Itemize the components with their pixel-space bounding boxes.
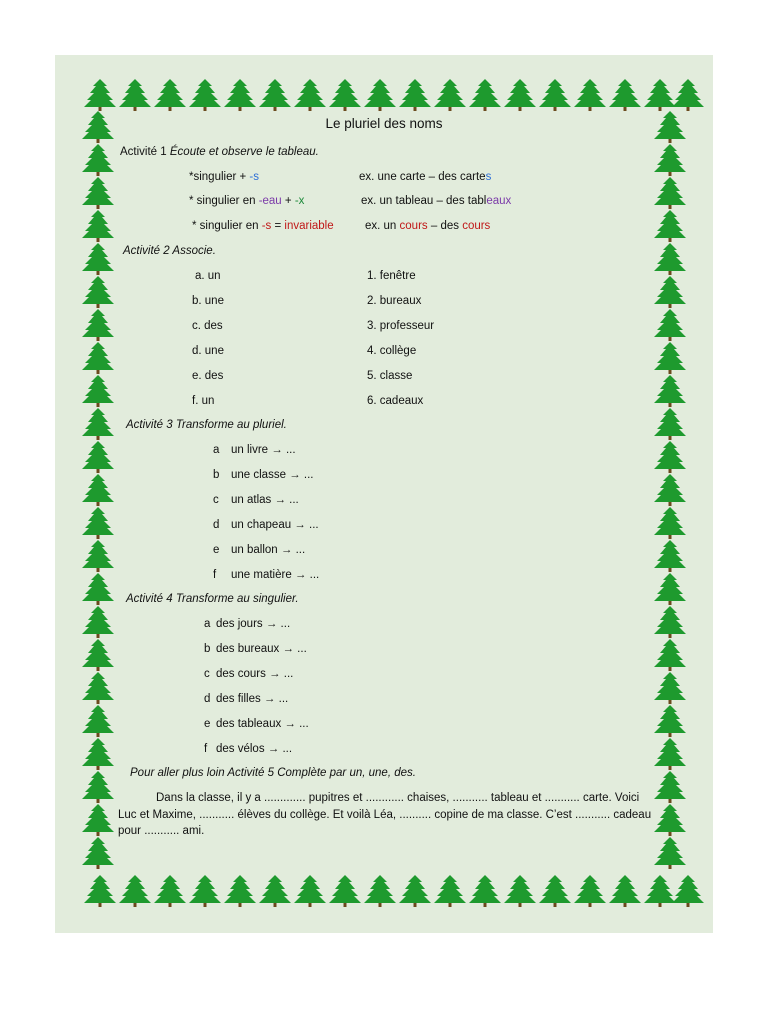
christmas-tree-icon: [537, 874, 573, 908]
exercise-item: un chapeau → ...: [231, 519, 319, 531]
christmas-tree-icon: [652, 737, 688, 771]
item-letter: c: [204, 668, 210, 680]
example-3-word2: cours: [462, 220, 491, 232]
example-1: [359, 170, 491, 184]
rule-1-ending: -s: [249, 171, 260, 183]
christmas-tree-icon: [80, 737, 116, 771]
christmas-tree-icon: [80, 308, 116, 342]
item-letter: b: [213, 469, 220, 481]
christmas-tree-icon: [80, 473, 116, 507]
christmas-tree-icon: [397, 874, 433, 908]
christmas-tree-icon: [652, 374, 688, 408]
item-letter: e: [204, 718, 211, 730]
activity4-heading: Activité 4 Transforme au singulier.: [126, 593, 299, 605]
exercise-item: des cours → ...: [216, 668, 294, 680]
example-2-ending: eaux: [486, 195, 512, 207]
match-item-left: f. un: [192, 395, 215, 407]
christmas-tree-icon: [652, 242, 688, 276]
exercise-item: des tableaux → ...: [216, 718, 309, 730]
paragraph-line: Luc et Maxime, ........... élèves du collège. Et voilà Léa, .......... copine de ma classe. C’est ........... cadeau: [118, 808, 652, 821]
christmas-tree-icon: [80, 605, 116, 639]
page-title: Le pluriel des noms: [325, 116, 443, 131]
christmas-tree-icon: [257, 78, 293, 112]
christmas-tree-icon: [652, 473, 688, 507]
christmas-tree-icon: [80, 572, 116, 606]
christmas-tree-icon: [652, 275, 688, 309]
christmas-tree-icon: [80, 242, 116, 276]
christmas-tree-icon: [397, 78, 433, 112]
item-letter: c: [213, 494, 219, 506]
example-1-text: ex. une carte – des carte: [359, 171, 486, 183]
christmas-tree-icon: [652, 440, 688, 474]
christmas-tree-icon: [607, 78, 643, 112]
match-item-right: 2. bureaux: [367, 295, 422, 307]
christmas-tree-icon: [80, 506, 116, 540]
christmas-tree-icon: [362, 874, 398, 908]
item-letter: f: [204, 743, 208, 755]
item-letter: a: [213, 444, 220, 456]
christmas-tree-icon: [80, 407, 116, 441]
christmas-tree-icon: [187, 874, 223, 908]
christmas-tree-icon: [117, 78, 153, 112]
christmas-tree-icon: [652, 605, 688, 639]
christmas-tree-icon: [652, 671, 688, 705]
christmas-tree-icon: [652, 539, 688, 573]
christmas-tree-icon: [652, 341, 688, 375]
match-item-left: d. une: [192, 345, 224, 357]
christmas-tree-icon: [80, 836, 116, 870]
christmas-tree-icon: [80, 539, 116, 573]
christmas-tree-icon: [362, 78, 398, 112]
activity1-heading-text: Écoute et observe le tableau.: [169, 146, 319, 158]
rule-3-text: * singulier en: [192, 220, 262, 232]
christmas-tree-icon: [670, 78, 706, 112]
christmas-tree-icon: [652, 308, 688, 342]
match-item-right: 4. collège: [367, 345, 417, 357]
rule-2-ending: -eau: [258, 195, 282, 207]
match-item-left: a. un: [195, 270, 221, 282]
christmas-tree-icon: [80, 440, 116, 474]
christmas-tree-icon: [80, 176, 116, 210]
christmas-tree-icon: [80, 275, 116, 309]
christmas-tree-icon: [327, 78, 363, 112]
exercise-item: un atlas → ...: [231, 494, 299, 506]
christmas-tree-icon: [652, 407, 688, 441]
exercise-item: des filles → ...: [216, 693, 289, 705]
rule-2-plus: +: [281, 195, 295, 207]
exercise-item: un livre → ...: [231, 444, 296, 456]
item-letter: d: [204, 693, 211, 705]
exercise-item: une matière → ...: [231, 569, 320, 581]
match-item-right: 3. professeur: [367, 320, 435, 332]
christmas-tree-icon: [117, 874, 153, 908]
item-letter: a: [204, 618, 211, 630]
rule-2: [189, 194, 304, 208]
christmas-tree-icon: [222, 78, 258, 112]
item-letter: e: [213, 544, 220, 556]
exercise-item: une classe → ...: [231, 469, 314, 481]
christmas-tree-icon: [292, 874, 328, 908]
rule-2-plural-ending: -x: [294, 195, 305, 207]
christmas-tree-icon: [82, 78, 118, 112]
christmas-tree-icon: [502, 78, 538, 112]
activity5-paragraph: [118, 790, 660, 840]
christmas-tree-icon: [327, 874, 363, 908]
exercise-item: des bureaux → ...: [216, 643, 307, 655]
christmas-tree-icon: [152, 78, 188, 112]
christmas-tree-icon: [80, 770, 116, 804]
activity1-heading-num: Activité 1: [120, 146, 167, 158]
christmas-tree-icon: [652, 143, 688, 177]
christmas-tree-icon: [652, 836, 688, 870]
christmas-tree-icon: [80, 638, 116, 672]
example-3-dash: – des: [427, 220, 463, 232]
rule-3-ending: -s: [261, 220, 272, 232]
activity3-heading: Activité 3 Transforme au pluriel.: [126, 419, 287, 431]
activity1-heading: [120, 145, 319, 159]
match-item-right: 6. cadeaux: [367, 395, 424, 407]
christmas-tree-icon: [652, 209, 688, 243]
exercise-item: un ballon → ...: [231, 544, 306, 556]
match-item-right: 5. classe: [367, 370, 413, 382]
match-item-left: c. des: [192, 320, 223, 332]
christmas-tree-icon: [467, 78, 503, 112]
paragraph-line: Dans la classe, il y a ............. pupitres et ............ chaises, ........... tableau et ........... carte. Voici: [156, 792, 640, 804]
match-item-left: e. des: [192, 370, 224, 382]
christmas-tree-icon: [152, 874, 188, 908]
christmas-tree-icon: [80, 704, 116, 738]
christmas-tree-icon: [652, 704, 688, 738]
christmas-tree-icon: [257, 874, 293, 908]
christmas-tree-icon: [652, 638, 688, 672]
christmas-tree-icon: [572, 78, 608, 112]
christmas-tree-icon: [187, 78, 223, 112]
christmas-tree-icon: [80, 209, 116, 243]
christmas-tree-icon: [652, 572, 688, 606]
exercise-item: des jours → ...: [216, 618, 291, 630]
christmas-tree-icon: [502, 874, 538, 908]
paragraph-line: pour ........... ami.: [118, 825, 205, 837]
christmas-tree-icon: [82, 874, 118, 908]
christmas-tree-icon: [80, 671, 116, 705]
item-letter: d: [213, 519, 220, 531]
match-item-left: b. une: [192, 295, 224, 307]
rule-3-equals: =: [271, 220, 285, 232]
christmas-tree-icon: [80, 143, 116, 177]
exercise-item: des vélos → ...: [216, 743, 293, 755]
item-letter: b: [204, 643, 211, 655]
christmas-tree-icon: [652, 506, 688, 540]
item-letter: f: [213, 569, 217, 581]
rule-1: [189, 170, 259, 184]
example-3-word1: cours: [399, 220, 428, 232]
christmas-tree-icon: [670, 874, 706, 908]
christmas-tree-icon: [467, 874, 503, 908]
example-2: [361, 194, 511, 208]
christmas-tree-icon: [432, 78, 468, 112]
activity5-heading: Pour aller plus loin Activité 5 Complète par un, une, des.: [130, 767, 416, 779]
rule-2-text: * singulier en: [189, 195, 259, 207]
activity2-heading: Activité 2 Associe.: [123, 245, 216, 257]
christmas-tree-icon: [537, 78, 573, 112]
rule-3-invariable: invariable: [284, 220, 334, 232]
rule-3: [192, 219, 334, 233]
match-item-right: 1. fenêtre: [367, 270, 416, 282]
rule-1-text: *singulier +: [189, 171, 250, 183]
christmas-tree-icon: [80, 374, 116, 408]
christmas-tree-icon: [432, 874, 468, 908]
example-2-text: ex. un tableau – des tabl: [361, 195, 487, 207]
christmas-tree-icon: [652, 176, 688, 210]
christmas-tree-icon: [572, 874, 608, 908]
example-3: [365, 219, 490, 233]
christmas-tree-icon: [222, 874, 258, 908]
christmas-tree-icon: [292, 78, 328, 112]
christmas-tree-icon: [80, 341, 116, 375]
christmas-tree-icon: [607, 874, 643, 908]
christmas-tree-icon: [80, 803, 116, 837]
example-1-ending: s: [485, 171, 492, 183]
example-3-text: ex. un: [365, 220, 400, 232]
